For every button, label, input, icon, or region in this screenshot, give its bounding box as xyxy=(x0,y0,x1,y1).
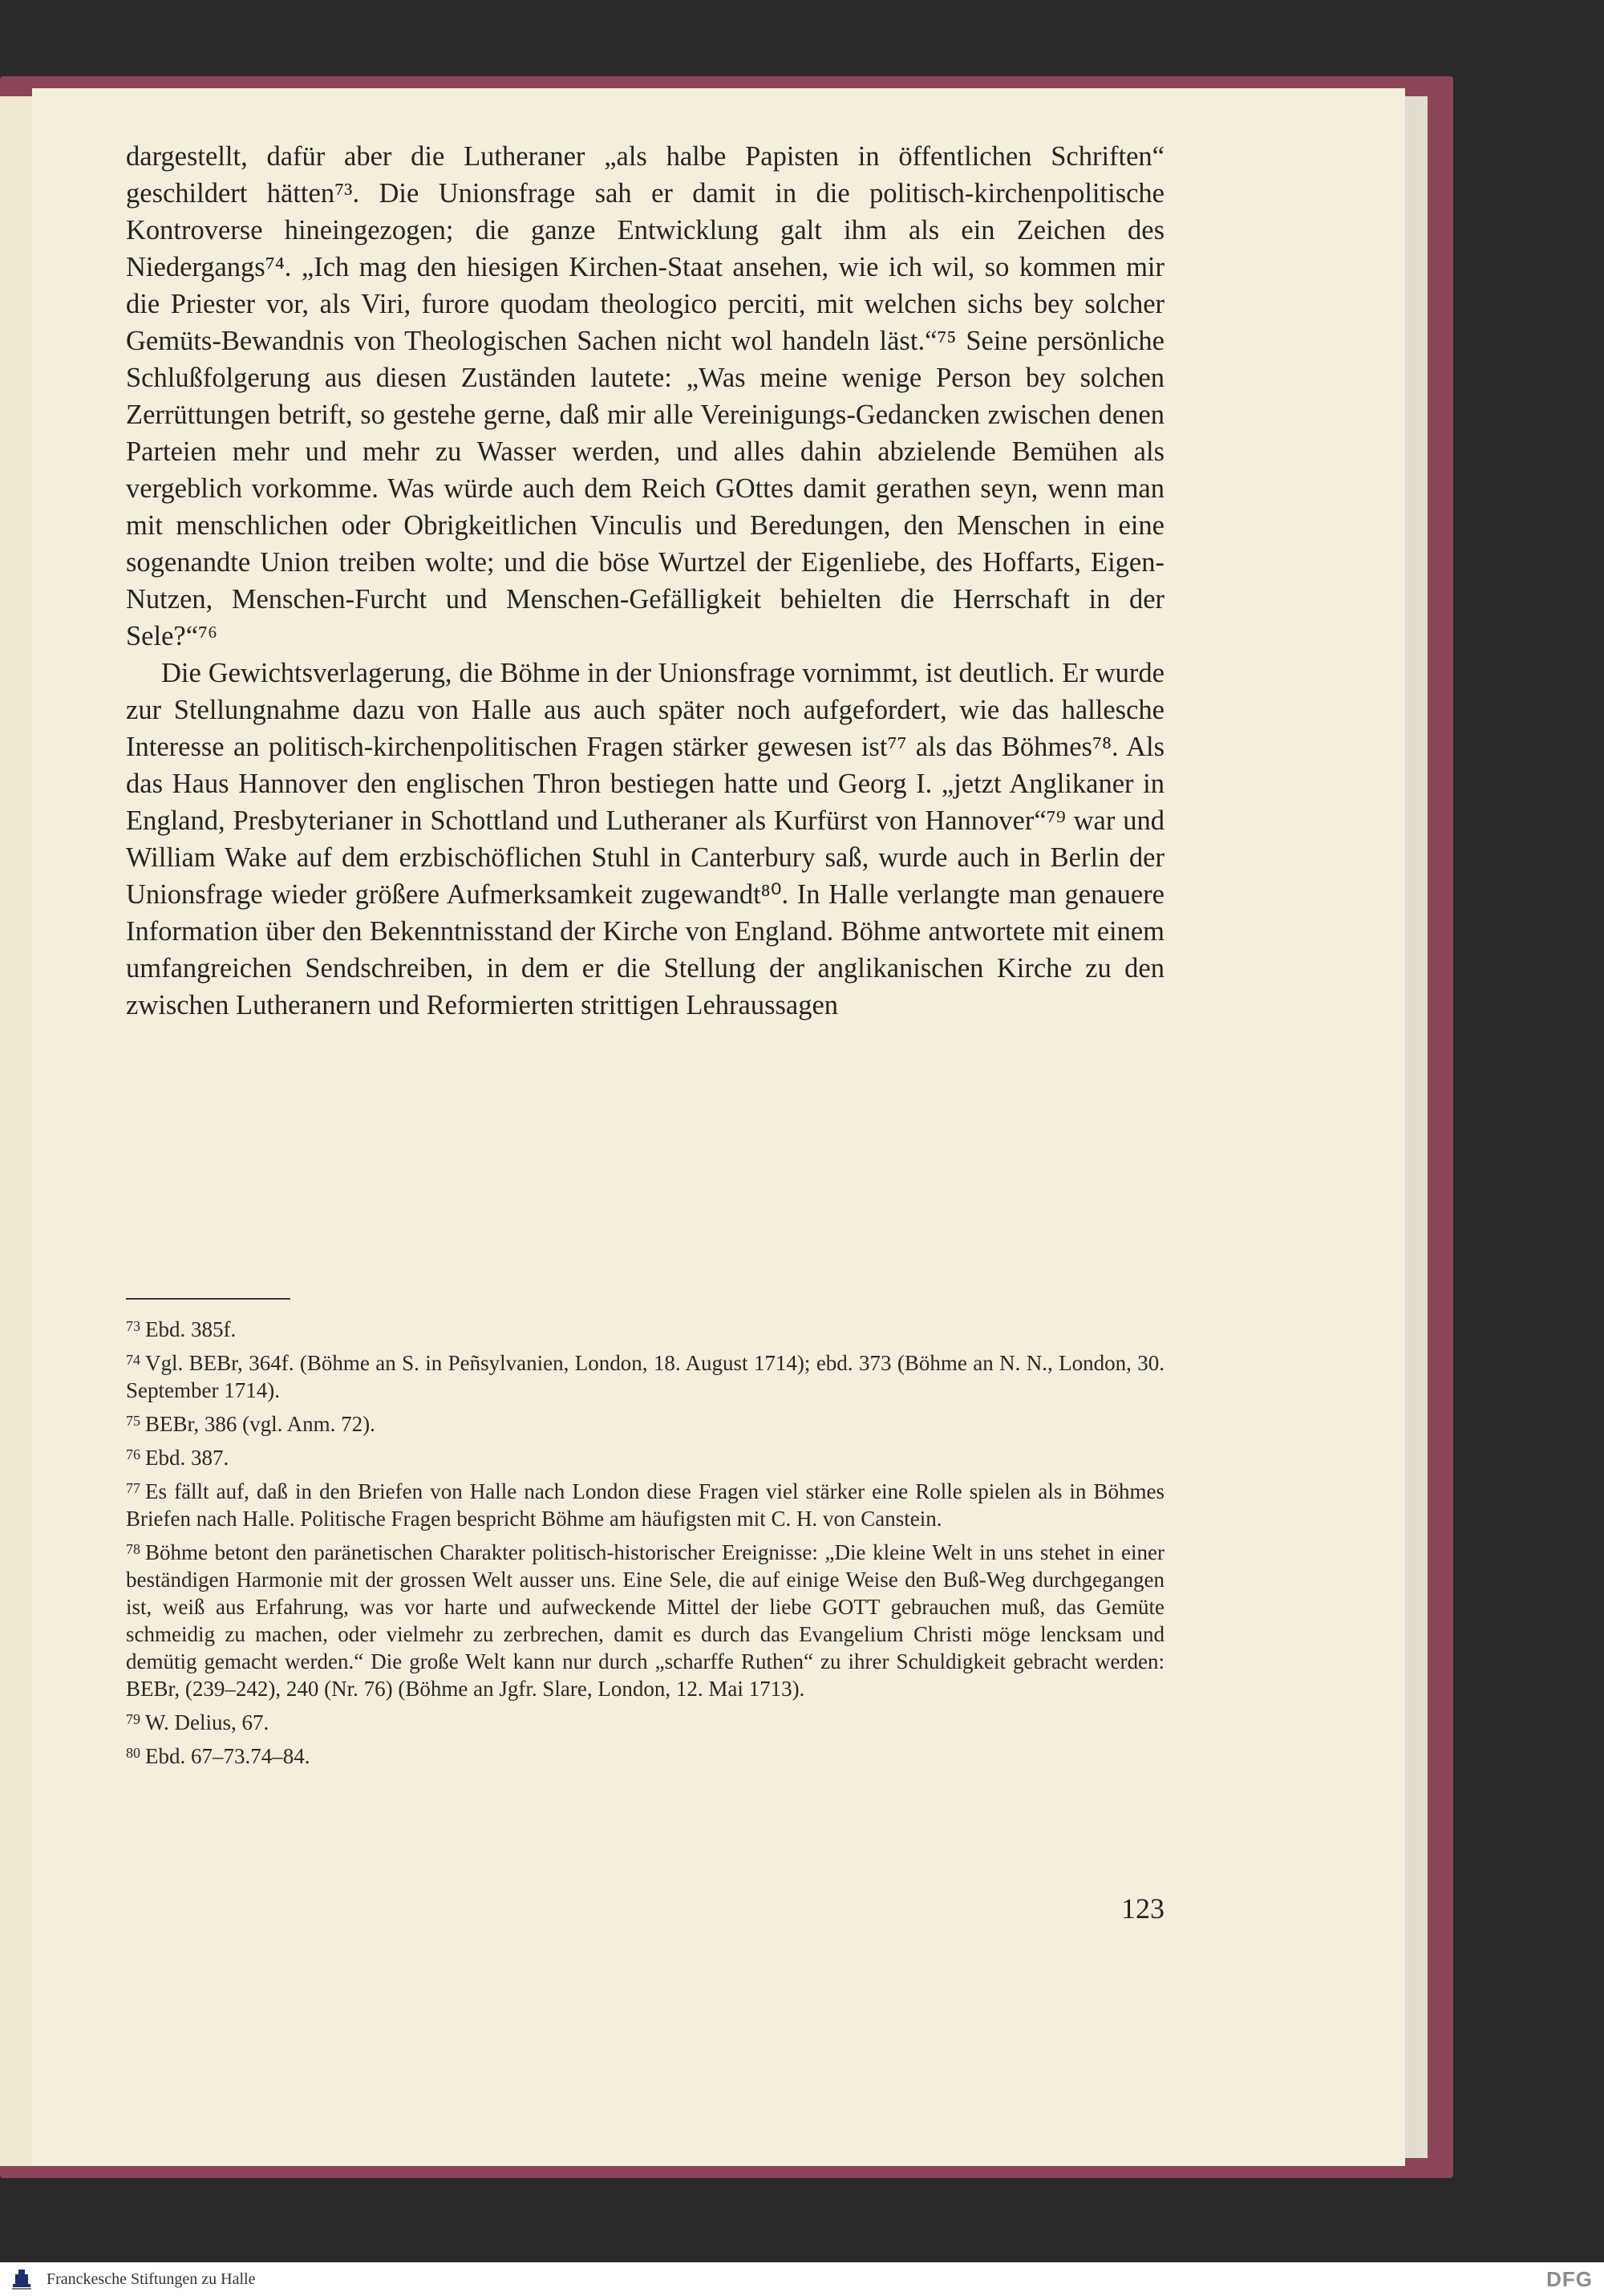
footnote-number: 76 xyxy=(126,1446,140,1462)
footnote-number: 74 xyxy=(126,1352,140,1368)
footnote-text: Es fällt auf, daß in den Briefen von Halle nach London diese Fragen viel stärker eine Rolle spielen als in Böhmes Briefen nach Halle. Politische Fragen bespricht Böhme am häufigsten mit C. H. von Canstein. xyxy=(126,1479,1165,1531)
footnote xyxy=(126,1535,1165,1702)
footnote-number: 77 xyxy=(126,1480,140,1496)
footnote xyxy=(126,1475,1165,1532)
footnote-number: 73 xyxy=(126,1318,140,1334)
page-number: 123 xyxy=(1121,1892,1165,1925)
footnotes xyxy=(126,1312,1165,1773)
footnote-text: W. Delius, 67. xyxy=(145,1710,269,1734)
footnote-text: Böhme betont den paränetischen Charakter politisch-historischer Ereignisse: „Die kleine Welt in uns stehet in einer beständigen Harmonie mit der grossen Welt ausser uns. Eine Sele, die auf einige Weise den Buß-Weg durchgegangen ist, weiß aus Erfahrung, was vor harte und aufweckende Mittel der liebe GOTT gebrauchen muß, das Gemüte schmeidig zu machen, oder vielmehr zu zerbrechen, damit es durch das Evangelium Christi möge lencksam und demütig gemacht werden.“ Die große Welt kann nur durch „scharffe Ruthen“ zu ihrer Schuldigkeit gebracht werden: BEBr, (239–242), 240 (Nr. 76) (Böhme an Jgfr. Slare, London, 12. Mai 1713). xyxy=(126,1540,1165,1701)
institution-name: Franckesche Stiftungen zu Halle xyxy=(47,2270,256,2288)
dfg-logo: DFG xyxy=(1546,2267,1593,2291)
footnote-number: 78 xyxy=(126,1541,140,1557)
footnote-text: Ebd. 67–73.74–84. xyxy=(145,1744,310,1768)
footnote xyxy=(126,1441,1165,1471)
body-text xyxy=(126,138,1165,1024)
footnote-text: Ebd. 385f. xyxy=(145,1317,237,1341)
footnote xyxy=(126,1706,1165,1736)
previous-page-edge xyxy=(0,96,33,2166)
footnote xyxy=(126,1312,1165,1343)
footnote-text: Vgl. BEBr, 364f. (Böhme an S. in Peñsylvanien, London, 18. August 1714); ebd. 373 (Böhme an N. N., London, 30. September 1714). xyxy=(126,1351,1165,1402)
page-edges xyxy=(1405,96,1428,2158)
footnote xyxy=(126,1407,1165,1438)
footnote xyxy=(126,1346,1165,1404)
footnote-separator xyxy=(126,1298,290,1300)
footnote-number: 79 xyxy=(126,1711,140,1727)
paragraph: Die Gewichtsverlagerung, die Böhme in der Unionsfrage vornimmt, ist deutlich. Er wurde zur Stellungnahme dazu von Halle aus auch später noch aufgefordert, wie das hallesche Interesse an politisch-kirchenpolitischen Fragen stärker gewesen ist⁷⁷ als das Böhmes⁷⁸. Als das Haus Hannover den englischen Thron bestiegen hatte und Georg I. „jetzt Anglikaner in England, Presbyterianer in Schottland und Lutheraner als Kurfürst von Hannover“⁷⁹ war und William Wake auf dem erzbischöflichen Stuhl in Canterbury saß, wurde auch in Berlin der Unionsfrage wieder größere Aufmerksamkeit zugewandt⁸⁰. In Halle verlangte man genauere Information über den Bekenntnisstand der Kirche von England. Böhme antwortete mit einem umfangreichen Sendschreiben, in dem er die Stellung der anglikanischen Kirche zu den zwischen Lutheranern und Reformierten strittigen Lehraussagen xyxy=(126,658,1165,1020)
footnote-text: BEBr, 386 (vgl. Anm. 72). xyxy=(145,1412,375,1436)
footnote-text: Ebd. 387. xyxy=(145,1446,229,1470)
viewer-footer xyxy=(0,2262,1604,2296)
institution-logo-icon xyxy=(10,2267,34,2291)
footnote-number: 75 xyxy=(126,1413,140,1429)
footnote-number: 80 xyxy=(126,1745,140,1761)
footnote xyxy=(126,1739,1165,1770)
paragraph: dargestellt, dafür aber die Lutheraner „als halbe Papisten in öffentlichen Schriften“ geschildert hätten⁷³. Die Unionsfrage sah er damit in die politisch-kirchenpolitische Kontroverse hineingezogen; die ganze Entwicklung galt ihm als ein Zeichen des Niedergangs⁷⁴. „Ich mag den hiesigen Kirchen-Staat ansehen, wie ich wil, so kommen mir die Priester vor, als Viri, furore quodam theologico perciti, mit welchen sichs bey solcher Gemüts-Bewandnis von Theologischen Sachen nicht wol handeln läst.“⁷⁵ Seine persönliche Schlußfolgerung aus diesen Zuständen lautete: „Was meine wenige Person bey solchen Zerrüttungen betrift, so gestehe gerne, daß mir alle Vereinigungs-Gedancken zwischen denen Parteien mehr und mehr zu Wasser werden, und alles dahin abzielende Bemühen als vergeblich vorkomme. Was würde auch dem Reich GOttes damit gerathen seyn, wenn man mit menschlichen oder Obrigkeitlichen Vinculis und Beredungen, den Menschen in eine sogenandte Union treiben wolte; und die böse Wurtzel der Eigenliebe, des Hoffarts, Eigen-Nutzen, Menschen-Furcht und Menschen-Gefälligkeit behielten die Herrschaft in der Sele?“⁷⁶ xyxy=(126,141,1165,651)
